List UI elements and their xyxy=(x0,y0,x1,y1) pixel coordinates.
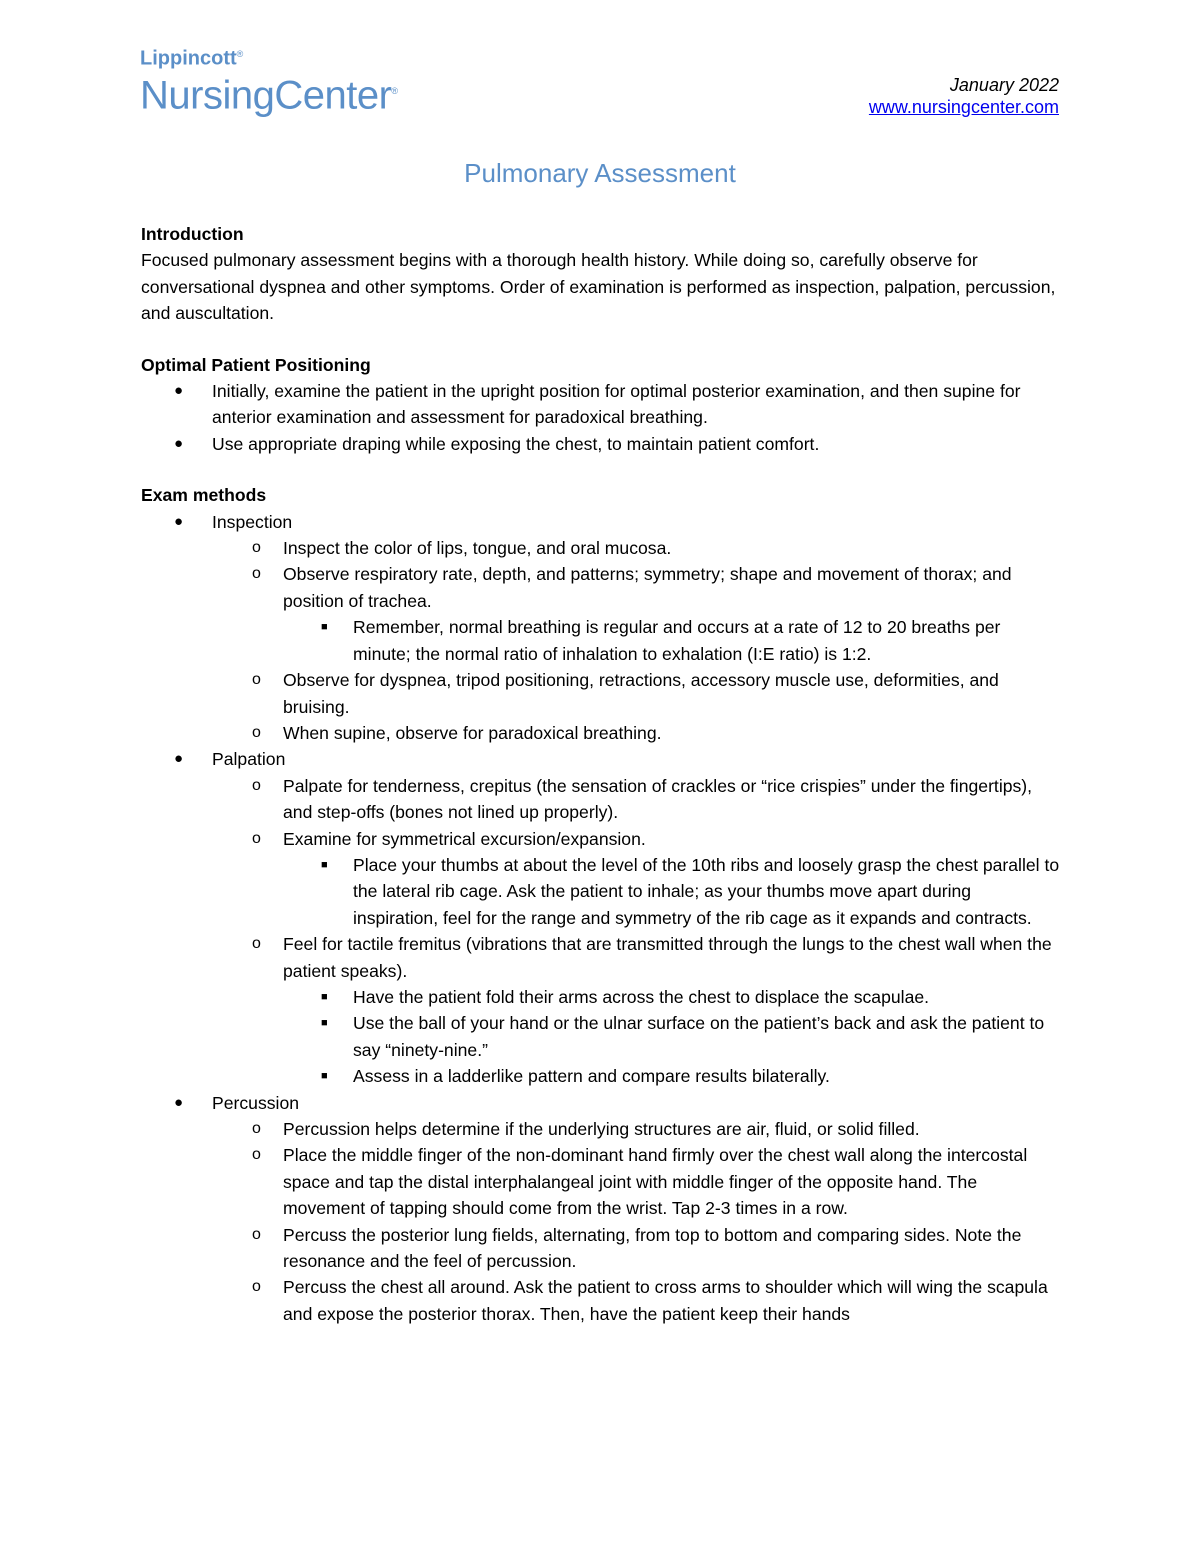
list-item: ● Initially, examine the patient in the upright position for optimal posterior examination, and then supine for anterior examination and assessment for paradoxical breathing. xyxy=(141,378,1061,431)
list-item: o Feel for tactile fremitus (vibrations that are transmitted through the lungs to the chest wall when the patient speaks). ■ Have the patient fold their arms across the chest to displace the scapulae. ■ Use the ball of your hand or the ulnar surface on the patient’s back and ask the patient to say “ninety-nine.” ■ Assess in a ladderlike pattern and compare results bilaterally. xyxy=(212,931,1061,1089)
introduction-text: Focused pulmonary assessment begins with a thorough health history. While doing so, carefully observe for conversational dyspnea and other symptoms. Order of examination is performed as inspection, palpation, percussion, and auscultation. xyxy=(141,250,1056,324)
website-link[interactable]: www.nursingcenter.com xyxy=(868,97,1059,117)
bullet-marker: ● xyxy=(174,1093,184,1111)
circle-marker: o xyxy=(252,1146,261,1164)
exam-methods-list xyxy=(141,509,1061,1328)
list-item: ■ Have the patient fold their arms across the chest to displace the scapulae. xyxy=(283,984,1061,1010)
circle-marker: o xyxy=(252,1225,261,1243)
document-body xyxy=(141,221,1061,1327)
list-item: ■ Place your thumbs at about the level of the 10th ribs and loosely grasp the chest parallel to the lateral rib cage. Ask the patient to inhale; as your thumbs move apart during inspiration, feel for the range and symmetry of the rib cage as it expands and contracts. xyxy=(283,852,1061,931)
square-marker: ■ xyxy=(321,1070,328,1083)
logo-brand-top: Lippincott® xyxy=(140,47,244,70)
list-item-palpation: ● Palpation o Palpate for tenderness, crepitus (the sensation of crackles or “rice crispies” under the fingertips), and step-offs (bones not lined up properly). o Examine for symmetrical excursion/expansion. ■ Place your thumbs at about the level of the 10th ribs and loosely grasp the chest parallel to the lateral rib cage. Ask the patient to inhale; as your thumbs move apart during inspiration, feel for the range and symmetry of the rib cage as it expands and contracts. o Feel for tactile fremitus (vibrations that are transmitted through the lungs to the chest wall when the patient speaks). ■ Have the patient fold their arms across the chest to displace the scapulae. ■ Use the ball of your hand or the ulnar surface on the patient’s back and ask the patient to say “ninety-nine.” ■ Assess in a ladderlike pattern and compare results bilaterally. xyxy=(141,746,1061,1089)
square-marker: ■ xyxy=(321,621,328,634)
list-item: o Percuss the posterior lung fields, alternating, from top to bottom and comparing sides. Note the resonance and the feel of percussion. xyxy=(212,1222,1061,1275)
bullet-marker: ● xyxy=(174,750,184,768)
bullet-marker: ● xyxy=(174,382,184,400)
palpation-subsublist xyxy=(283,984,1061,1090)
circle-marker: o xyxy=(252,935,261,953)
square-marker: ■ xyxy=(321,1017,328,1030)
list-item: ■ Assess in a ladderlike pattern and compare results bilaterally. xyxy=(283,1063,1061,1089)
document-title: Pulmonary Assessment xyxy=(464,158,736,188)
inspection-subsublist xyxy=(283,614,1061,667)
section-heading-introduction: Introduction xyxy=(141,224,244,244)
list-item-inspection: ● Inspection o Inspect the color of lips, tongue, and oral mucosa. o Observe respiratory rate, depth, and patterns; symmetry; shape and movement of thorax; and position of trachea. ■ Remember, normal breathing is regular and occurs at a rate of 12 to 20 breaths per minute; the normal ratio of inhalation to exhalation (I:E ratio) is 1:2. o Observe for dyspnea, tripod positioning, retractions, accessory muscle use, deformities, and bruising. o When supine, observe for paradoxical breathing. xyxy=(141,509,1061,747)
list-item: o Observe for dyspnea, tripod positioning, retractions, accessory muscle use, deformities, and bruising. xyxy=(212,667,1061,720)
circle-marker: o xyxy=(252,1120,261,1137)
circle-marker: o xyxy=(252,1278,261,1296)
palpation-subsublist xyxy=(283,852,1061,931)
bullet-marker: ● xyxy=(174,434,184,452)
logo-brand-main: NursingCenter® xyxy=(140,72,398,117)
circle-marker: o xyxy=(252,539,261,557)
positioning-list xyxy=(141,378,1061,457)
palpation-sublist xyxy=(141,773,1061,1090)
header-meta xyxy=(869,74,1059,118)
circle-marker: o xyxy=(252,723,261,741)
circle-marker: o xyxy=(252,829,261,847)
list-item: ● Use appropriate draping while exposing the chest, to maintain patient comfort. xyxy=(141,431,1061,457)
list-item: ■ Remember, normal breathing is regular and occurs at a rate of 12 to 20 breaths per minute; the normal ratio of inhalation to exhalation (I:E ratio) is 1:2. xyxy=(283,614,1061,667)
circle-marker: o xyxy=(252,671,261,689)
bullet-marker: ● xyxy=(174,512,184,530)
inspection-sublist xyxy=(141,535,1061,746)
square-marker: ■ xyxy=(321,858,328,871)
list-item: o Inspect the color of lips, tongue, and oral mucosa. xyxy=(212,535,1061,561)
list-item: o Palpate for tenderness, crepitus (the sensation of crackles or “rice crispies” under the fingertips), and step-offs (bones not lined up properly). xyxy=(212,773,1061,826)
list-item: ■ Use the ball of your hand or the ulnar surface on the patient’s back and ask the patient to say “ninety-nine.” xyxy=(283,1010,1061,1063)
square-marker: ■ xyxy=(321,990,328,1003)
logo xyxy=(140,44,398,117)
list-item: o Percuss the chest all around. Ask the patient to cross arms to shoulder which will wing the scapula and expose the posterior thorax. Then, have the patient keep their hands xyxy=(212,1274,1061,1327)
list-item: o Place the middle finger of the non-dominant hand firmly over the chest wall along the intercostal space and tap the distal interphalangeal joint with middle finger of the opposite hand. The movement of tapping should come from the wrist. Tap 2-3 times in a row. xyxy=(212,1142,1061,1221)
list-item: o When supine, observe for paradoxical breathing. xyxy=(212,720,1061,746)
section-heading-exam-methods: Exam methods xyxy=(141,485,267,506)
list-item-percussion: ● Percussion o Percussion helps determine if the underlying structures are air, fluid, or solid filled. o Place the middle finger of the non-dominant hand firmly over the chest wall along the intercostal space and tap the distal interphalangeal joint with middle finger of the opposite hand. The movement of tapping should come from the wrist. Tap 2-3 times in a row. o Percuss the posterior lung fields, alternating, from top to bottom and comparing sides. Note the resonance and the feel of percussion. o Percuss the chest all around. Ask the patient to cross arms to shoulder which will wing the scapula and expose the posterior thorax. Then, have the patient keep their hands xyxy=(141,1090,1061,1328)
percussion-sublist xyxy=(141,1116,1061,1327)
document-date: January 2022 xyxy=(949,75,1059,95)
circle-marker: o xyxy=(252,776,261,794)
list-item: o Percussion helps determine if the underlying structures are air, fluid, or solid filled. xyxy=(212,1116,1061,1142)
list-item: o Examine for symmetrical excursion/expansion. ■ Place your thumbs at about the level of the 10th ribs and loosely grasp the chest parallel to the lateral rib cage. Ask the patient to inhale; as your thumbs move apart during inspiration, feel for the range and symmetry of the rib cage as it expands and contracts. xyxy=(212,826,1061,932)
circle-marker: o xyxy=(252,565,261,583)
section-heading-positioning: Optimal Patient Positioning xyxy=(141,354,371,375)
list-item: o Observe respiratory rate, depth, and patterns; symmetry; shape and movement of thorax; and position of trachea. ■ Remember, normal breathing is regular and occurs at a rate of 12 to 20 breaths per minute; the normal ratio of inhalation to exhalation (I:E ratio) is 1:2. xyxy=(212,561,1061,667)
